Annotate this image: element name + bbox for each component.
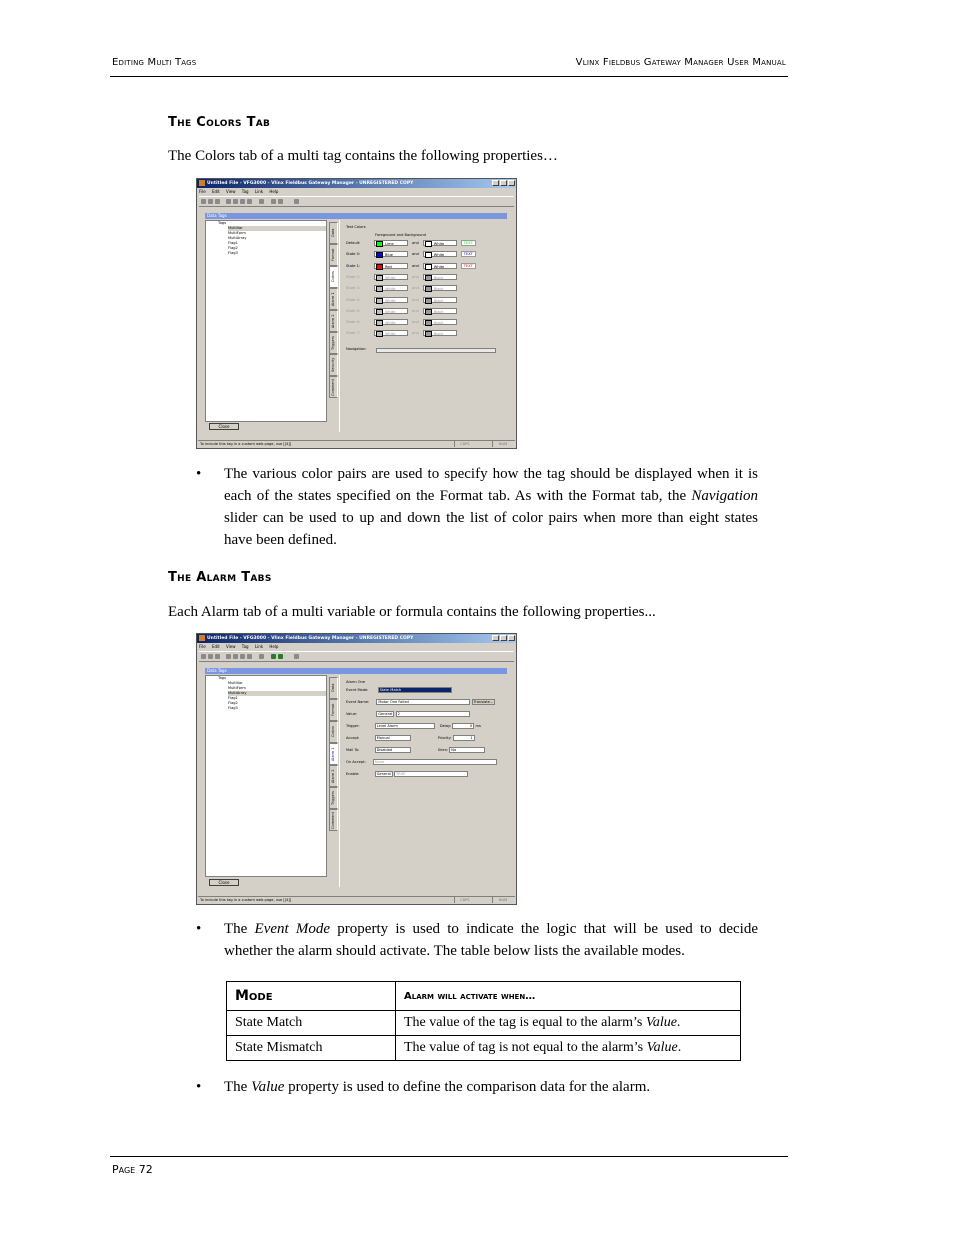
value-label: Value: [346, 712, 358, 716]
desc-end: . [676, 1015, 681, 1030]
table-row [227, 1036, 741, 1061]
background-select[interactable]: Black [423, 285, 457, 291]
delete-icon[interactable] [247, 199, 252, 204]
tab-comment[interactable]: Comment [329, 809, 338, 831]
menu-link[interactable]: Link [254, 644, 264, 649]
new-icon[interactable] [201, 654, 206, 659]
background-swatch [425, 320, 432, 326]
event-name-row [346, 699, 495, 705]
page-number: Page 72 [112, 1163, 153, 1176]
tab-security[interactable]: Security [329, 354, 338, 376]
caps-indicator: CAPS [454, 441, 475, 447]
value-bullet-italic: Value [251, 1079, 285, 1095]
state-label: State 1: [346, 263, 361, 268]
alarm-heading: The Alarm Tabs [168, 570, 272, 585]
delay-input[interactable]: 0 [452, 723, 474, 729]
and-label: and [412, 308, 419, 313]
color-pair-row [346, 251, 476, 257]
menu-file[interactable]: File [199, 644, 206, 649]
background-swatch [425, 275, 432, 281]
text-colors-label: Text Colors [346, 225, 366, 229]
color-pair-row [346, 274, 457, 280]
fg-bg-label: Foreground and Background [375, 233, 426, 237]
mail-row [346, 747, 485, 753]
background-select[interactable]: Black [423, 330, 457, 336]
tree-item[interactable]: MultiForm [228, 231, 246, 235]
delete-icon[interactable] [247, 654, 252, 659]
color-pair-row [346, 285, 457, 291]
desc-cell [396, 1036, 741, 1061]
menu-bar [199, 644, 283, 650]
foreground-swatch [376, 309, 383, 315]
event-mode-row [346, 687, 452, 693]
foreground-select[interactable]: Blue [374, 251, 408, 257]
colors-bullet-italic: Navigation [691, 488, 758, 504]
mail-select[interactable]: Disabled [375, 747, 411, 753]
table-header-row [227, 982, 741, 1011]
status-bar [198, 896, 515, 903]
background-select[interactable]: Black [423, 297, 457, 303]
state-label: State 5: [346, 308, 361, 313]
menu-view[interactable]: View [226, 189, 236, 194]
background-select[interactable]: Black [423, 319, 457, 325]
foreground-swatch [376, 275, 383, 281]
up-icon[interactable] [271, 654, 276, 659]
tree-item[interactable]: MultiVar [228, 681, 243, 685]
running-header-left: Editing Multi Tags [112, 57, 197, 68]
mode-cell: State Match [227, 1011, 396, 1036]
siren-label: Siren: [437, 748, 449, 752]
background-swatch [425, 286, 432, 292]
menu-help[interactable]: Help [269, 644, 279, 649]
state-label: State 0: [346, 252, 361, 257]
event-mode-label: Event Mode: [346, 688, 369, 692]
cut-icon[interactable] [226, 654, 231, 659]
status-bar [198, 440, 515, 447]
tab-triggers[interactable]: Triggers [329, 332, 338, 354]
tab-format[interactable]: Format [329, 699, 338, 721]
value-type-select[interactable]: General [378, 712, 393, 716]
menu-tag[interactable]: Tag [241, 644, 249, 649]
background-select[interactable]: White [423, 251, 457, 257]
and-label: and [412, 286, 419, 291]
tab-data[interactable]: Data [329, 677, 338, 699]
foreground-select[interactable]: White [374, 319, 408, 325]
trigger-row [346, 723, 481, 729]
window-title: Untitled File - VFG3000 - Vlinx Fieldbus Gateway Manager - UNREGISTERED COPY [207, 181, 414, 186]
foreground-swatch [376, 241, 383, 247]
menu-file[interactable]: File [199, 189, 206, 194]
background-swatch [425, 241, 432, 247]
delay-unit: ms [475, 724, 481, 728]
priority-input[interactable]: 1 [453, 735, 475, 741]
down-icon[interactable] [278, 199, 283, 204]
up-icon[interactable] [271, 199, 276, 204]
colors-heading: The Colors Tab [168, 115, 271, 130]
color-pair-row [346, 240, 476, 246]
save-icon[interactable] [215, 654, 220, 659]
paste-icon[interactable] [240, 654, 245, 659]
copy-icon[interactable] [233, 199, 238, 204]
accept-label: Accept: [346, 736, 360, 740]
on-accept-label: On Accept: [346, 760, 366, 764]
enable-input[interactable]: TRUE [394, 771, 468, 777]
bullet-dot: • [196, 1079, 202, 1095]
tab-alarm-2[interactable]: Alarm 2 [329, 765, 338, 787]
app-icon [199, 635, 205, 641]
tree-item[interactable]: Flag2 [228, 246, 238, 250]
state-label: State 2: [346, 274, 361, 279]
accept-select[interactable]: Manual [375, 735, 411, 741]
navigation-slider[interactable] [376, 348, 496, 353]
foreground-select[interactable]: Lime [374, 240, 408, 246]
paste-icon[interactable] [240, 199, 245, 204]
tab-alarm-1[interactable]: Alarm 1 [329, 743, 338, 765]
desc-italic: Value [645, 1015, 677, 1030]
colors-bullet-text-2: slider can be used to up and down the list of color pairs when more than eight states have been defined. [224, 510, 758, 548]
running-header-right: Vlinx Fieldbus Gateway Manager User Manual [575, 57, 786, 68]
bullet-dot: • [196, 466, 202, 482]
tree-item[interactable]: Flag1 [228, 241, 238, 245]
tree-item[interactable]: Flag3 [228, 251, 238, 255]
tab-triggers[interactable]: Triggers [329, 787, 338, 809]
window-title-bar [197, 179, 516, 188]
foreground-select[interactable]: White [374, 308, 408, 314]
and-label: and [412, 297, 419, 302]
state-label: State 7: [346, 331, 361, 336]
menu-help[interactable]: Help [269, 189, 279, 194]
color-pair-row [346, 330, 457, 336]
and-label: and [412, 241, 419, 245]
tree-item[interactable]: Tags [218, 676, 226, 680]
menu-link[interactable]: Link [254, 189, 264, 194]
event-mode-bullet-italic: Event Mode [254, 921, 331, 937]
trigger-select[interactable]: Level Alarm [375, 723, 435, 729]
event-name-label: Event Name: [346, 700, 370, 704]
new-icon[interactable] [201, 199, 206, 204]
enable-label: Enable: [346, 772, 360, 776]
tree-item[interactable]: Flag1 [228, 696, 238, 700]
desc-cell [396, 1011, 741, 1036]
maximize-button[interactable] [500, 635, 507, 641]
background-swatch [425, 264, 432, 270]
tab-colors[interactable]: Colors [329, 266, 338, 288]
text-sample: TEXT [461, 251, 476, 257]
cut-icon[interactable] [226, 199, 231, 204]
accept-row [346, 735, 475, 741]
foreground-swatch [376, 286, 383, 292]
menu-view[interactable]: View [226, 644, 236, 649]
tree-item[interactable]: MultiArray [228, 236, 247, 240]
menu-tag[interactable]: Tag [241, 189, 249, 194]
tree-item[interactable]: MultiVar [228, 226, 326, 231]
event-name-input[interactable]: Motor One Failed [376, 699, 470, 705]
value-bullet [196, 1076, 758, 1098]
on-accept-input[interactable]: None [373, 759, 497, 765]
color-pair-row [346, 297, 457, 303]
window-title-bar [197, 634, 516, 643]
foreground-select[interactable]: White [374, 330, 408, 336]
toolbar [199, 651, 514, 662]
copy-icon[interactable] [233, 654, 238, 659]
col-mode-header: Mode [227, 982, 396, 1011]
text-sample: TEXT [461, 240, 476, 246]
close-button[interactable]: Close [209, 879, 239, 886]
foreground-select[interactable]: White [374, 274, 408, 280]
mail-label: Mail To: [346, 748, 360, 752]
tab-data[interactable]: Data [329, 222, 338, 244]
and-label: and [412, 263, 419, 268]
status-text: To include this tag in a custom web page, use [[4]] [200, 442, 292, 446]
panel-title: Data Tags [205, 668, 507, 674]
compile-icon[interactable] [294, 654, 299, 659]
toolbar [199, 196, 514, 207]
event-mode-bullet-post: property is used to indicate the logic that will be used to decide whether the alarm should activate. The table below lists the available modes. [224, 921, 758, 959]
priority-label: Priority: [437, 736, 452, 740]
vertical-tabs [329, 222, 338, 398]
background-swatch [425, 252, 432, 258]
compile-icon[interactable] [294, 199, 299, 204]
and-label: and [412, 331, 419, 336]
trigger-label: Trigger: [346, 724, 360, 728]
colors-intro: The Colors tab of a multi tag contains the following properties… [168, 148, 558, 164]
alarm-content [339, 675, 510, 887]
foreground-swatch [376, 331, 383, 337]
tab-colors[interactable]: Colors [329, 721, 338, 743]
and-label: and [412, 252, 419, 257]
open-icon[interactable] [208, 654, 213, 659]
delay-label: Delay: [439, 724, 452, 728]
foreground-swatch [376, 298, 383, 304]
footer-rule [110, 1156, 788, 1157]
background-select[interactable]: Black [423, 274, 457, 280]
color-pair-row [346, 308, 457, 314]
foreground-select[interactable]: White [374, 285, 408, 291]
alarm-intro: Each Alarm tab of a multi variable or formula contains the following properties... [168, 604, 656, 620]
open-icon[interactable] [208, 199, 213, 204]
enable-type-select[interactable]: General [376, 772, 391, 776]
and-label: and [412, 320, 419, 325]
background-swatch [425, 298, 432, 304]
background-swatch [425, 309, 432, 315]
minimize-button[interactable] [492, 635, 499, 641]
view-icon[interactable] [259, 199, 264, 204]
event-mode-select[interactable]: State Match [378, 687, 452, 693]
colors-content [339, 220, 510, 432]
translate-button[interactable]: Translate... [473, 700, 494, 704]
navigation-label: Navigation: [346, 347, 367, 351]
enable-row [346, 771, 468, 777]
save-icon[interactable] [215, 199, 220, 204]
value-input[interactable]: 2 [396, 711, 470, 717]
desc-text: The value of tag is not equal to the alarm’s [404, 1040, 647, 1055]
view-icon[interactable] [259, 654, 264, 659]
close-window-button[interactable] [508, 635, 515, 641]
foreground-select[interactable]: Red [374, 263, 408, 269]
alarm-tab-screenshot [196, 633, 517, 905]
background-select[interactable]: White [423, 240, 457, 246]
foreground-swatch [376, 320, 383, 326]
colors-bullet-text-1: The various color pairs are used to specify how the tag should be displayed when it is each of the states specified on the Format tab. As with the Format tab, the [224, 466, 758, 504]
state-label: Default: [346, 241, 361, 245]
tag-tree[interactable] [205, 220, 327, 422]
close-window-button[interactable] [508, 180, 515, 186]
tree-item[interactable]: Tags [218, 221, 226, 225]
modes-table [226, 981, 741, 1061]
num-indicator: NUM [492, 441, 513, 447]
tab-alarm-1[interactable]: Alarm 1 [329, 288, 338, 310]
tree-item[interactable]: MultiArray [228, 691, 326, 696]
col-alarm-header: Alarm will activate when… [396, 982, 741, 1011]
and-label: and [412, 274, 419, 279]
tree-item[interactable]: Flag3 [228, 706, 238, 710]
menu-edit[interactable]: Edit [211, 644, 220, 649]
tree-item[interactable]: Flag2 [228, 701, 238, 705]
tag-tree[interactable] [205, 675, 327, 877]
background-select[interactable]: Black [423, 308, 457, 314]
down-icon[interactable] [278, 654, 283, 659]
header-rule [110, 76, 788, 77]
desc-end: . [677, 1040, 682, 1055]
state-label: State 4: [346, 297, 361, 302]
background-select[interactable]: White [423, 263, 457, 269]
desc-text: The value of the tag is equal to the alarm’s [404, 1015, 646, 1030]
table-row [227, 1011, 741, 1036]
vertical-tabs [329, 677, 338, 831]
value-bullet-pre: The [224, 1079, 252, 1095]
color-pair-row [346, 263, 476, 269]
foreground-select[interactable]: White [374, 297, 408, 303]
desc-italic: Value [646, 1040, 678, 1055]
caps-indicator: CAPS [454, 897, 475, 903]
window-title: Untitled File - VFG3000 - Vlinx Fieldbus Gateway Manager - UNREGISTERED COPY [207, 636, 414, 641]
background-swatch [425, 331, 432, 337]
on-accept-row [346, 759, 497, 765]
foreground-swatch [376, 264, 383, 270]
colors-bullet [196, 463, 758, 551]
value-row [346, 711, 470, 717]
minimize-button[interactable] [492, 180, 499, 186]
text-sample: TEXT [461, 263, 476, 269]
state-label: State 3: [346, 286, 361, 291]
tab-format[interactable]: Format [329, 244, 338, 266]
bullet-dot: • [196, 921, 202, 937]
menu-bar [199, 189, 283, 195]
mode-cell: State Mismatch [227, 1036, 396, 1061]
num-indicator: NUM [492, 897, 513, 903]
alarm-group-label: Alarm One [346, 680, 366, 684]
value-bullet-post: property is used to define the comparison data for the alarm. [284, 1079, 651, 1095]
close-button[interactable]: Close [209, 423, 239, 430]
tree-item[interactable]: MultiForm [228, 686, 246, 690]
state-label: State 6: [346, 320, 361, 325]
panel-title: Data Tags [205, 213, 507, 219]
status-text: To include this tag in a custom web page, use [[4]] [200, 898, 292, 902]
app-icon [199, 180, 205, 186]
foreground-swatch [376, 252, 383, 258]
tab-alarm-2[interactable]: Alarm 2 [329, 310, 338, 332]
maximize-button[interactable] [500, 180, 507, 186]
event-mode-bullet-pre: The [224, 921, 255, 937]
colors-tab-screenshot [196, 178, 517, 449]
siren-select[interactable]: No [449, 747, 485, 753]
color-pair-row [346, 319, 457, 325]
tab-comment[interactable]: Comment [329, 376, 338, 398]
menu-edit[interactable]: Edit [211, 189, 220, 194]
event-mode-bullet [196, 918, 758, 962]
